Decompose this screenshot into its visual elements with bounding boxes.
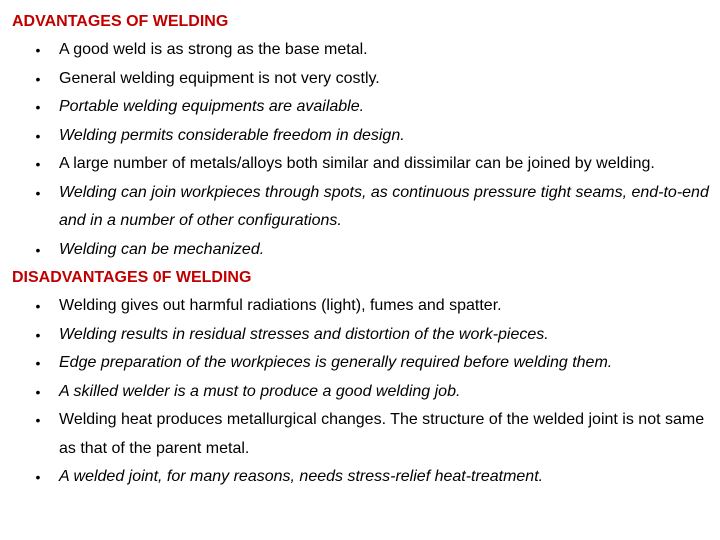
disadvantages-list [12,292,710,492]
bullet-icon: • [35,469,41,485]
list-item [12,292,710,321]
bullet-icon: • [35,70,41,87]
list-item [12,236,710,265]
list-item-text: Portable welding equipments are available. [59,98,365,115]
bullet-icon: • [35,326,41,343]
bullet-icon: • [35,298,41,314]
list-item-text: Welding results in residual stresses and distortion of the work-pieces. [59,325,549,343]
advantages-heading: ADVANTAGES OF WELDING [12,13,229,30]
bullet-icon: • [35,156,41,172]
list-item [12,378,710,407]
list-item-text: A large number of metals/alloys both similar and dissimilar can be joined by welding. [59,155,655,172]
disadvantages-heading: DISADVANTAGES 0F WELDING [12,269,252,286]
list-item-text: General welding equipment is not very costly. [59,69,380,87]
list-item-text: A skilled welder is a must to produce a good welding job. [59,382,461,400]
list-item [12,150,710,179]
list-item-text: Welding can be mechanized. [59,240,265,258]
list-item [12,321,710,350]
list-item-text: A welded joint, for many reasons, needs stress-relief heat-treatment. [59,468,544,485]
bullet-icon: • [35,127,41,144]
advantages-list [12,36,710,264]
bullet-icon: • [35,412,41,428]
list-item-text: Welding gives out harmful radiations (light), fumes and spatter. [59,297,502,314]
list-item-text: Welding permits considerable freedom in design. [59,126,405,144]
bullet-icon: • [35,383,41,400]
bullet-icon: • [35,355,41,371]
bullet-icon: • [35,42,41,58]
list-item [12,179,710,236]
bullet-icon: • [35,241,41,258]
list-item-text: A good weld is as strong as the base metal. [59,41,368,58]
list-item [12,463,710,492]
list-item-text: Edge preparation of the workpieces is generally required before welding them. [59,354,613,371]
list-item [12,36,710,65]
bullet-icon: • [35,99,41,115]
list-item [12,349,710,378]
list-item [12,93,710,122]
list-item-text: Welding can join workpieces through spots, as continuous pressure tight seams, end-to-end and in a number of other configurations. [59,183,709,229]
list-item [12,122,710,151]
list-item [12,406,710,463]
list-item [12,65,710,94]
bullet-icon: • [35,184,41,201]
list-item-text: Welding heat produces metallurgical changes. The structure of the welded joint is not same as that of the parent metal. [59,411,705,457]
